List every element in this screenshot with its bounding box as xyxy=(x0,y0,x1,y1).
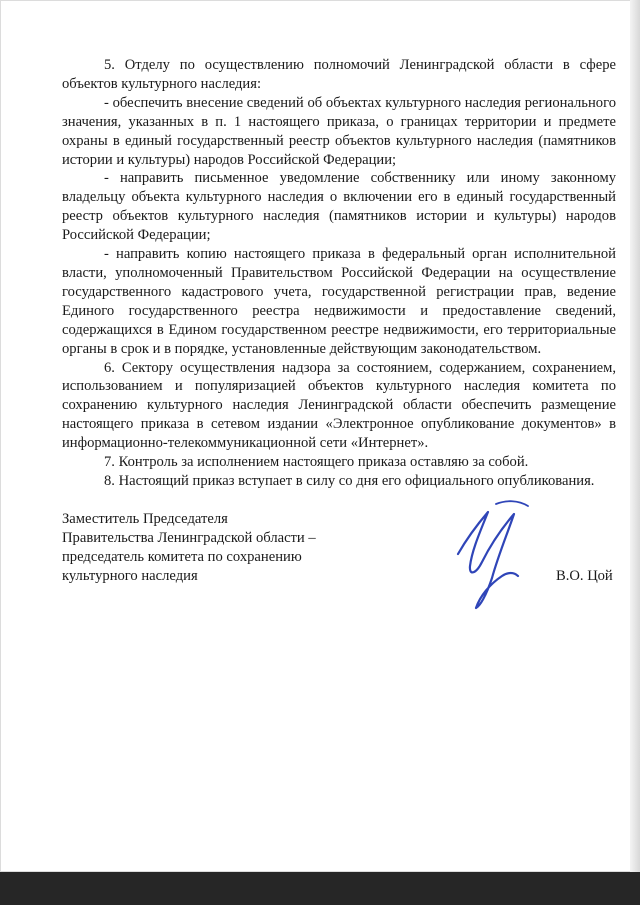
signatory-title-line: Правительства Ленинградской области – xyxy=(62,529,316,546)
signatory-title xyxy=(62,510,362,586)
paragraph-item-7: 7. Контроль за исполнением настоящего приказа оставляю за собой. xyxy=(104,454,529,471)
paragraph-item-5-bullet-1: - обеспечить внесение сведений об объектах культурного наследия регионального значения, указанных в п. 1 настоящего приказа, о границах территории и предмете охраны в единый государственный реестр объектов культурного наследия (памятников истории и культуры) народов Российской Федерации; xyxy=(62,94,616,168)
paragraph-item-6: 6. Сектору осуществления надзора за состоянием, содержанием, сохранением, использованием и популяризацией объектов культурного наследия комитета по сохранению культурного наследия Ленинградской области обеспечить размещение настоящего приказа в сетевом издании «Электронное опубликование документов» в информационно-телекоммуникационной сети «Интернет». xyxy=(62,359,616,452)
paragraph-item-5: 5. Отделу по осуществлению полномочий Ленинградской области в сфере объектов культурного наследия: xyxy=(62,57,616,92)
signatory-title-line: Заместитель Председателя xyxy=(62,511,228,527)
paragraph-item-8: 8. Настоящий приказ вступает в силу со дня его официального опубликования. xyxy=(104,472,595,489)
handwritten-signature xyxy=(436,492,536,612)
page-edge-shadow xyxy=(630,0,640,872)
scan-bottom-border xyxy=(0,872,640,905)
paragraph-item-5-bullet-3: - направить копию настоящего приказа в федеральный орган исполнительной власти, уполномоченный Правительством Российской Федерации на осуществление государственного кадастрового учета, государственной регистрации прав, ведение Единого государственного реестра недвижимости и предоставление сведений, содержащихся в Едином государственном реестре недвижимости, его территориальные органы в срок и в порядке, установленные действующим законодательством. xyxy=(62,246,616,357)
signatory-title-line: культурного наследия xyxy=(62,567,198,584)
signatory-name: В.О. Цой xyxy=(556,568,613,584)
paragraph-item-5-bullet-2: - направить письменное уведомление собственнику или иному законному владельцу объекта культурного наследия о включении его в единый государственный реестр объектов культурного наследия (памятников истории и культуры) народов Российской Федерации; xyxy=(62,170,616,244)
document-body xyxy=(62,56,616,491)
signatory-title-line: председатель комитета по сохранению xyxy=(62,548,302,565)
